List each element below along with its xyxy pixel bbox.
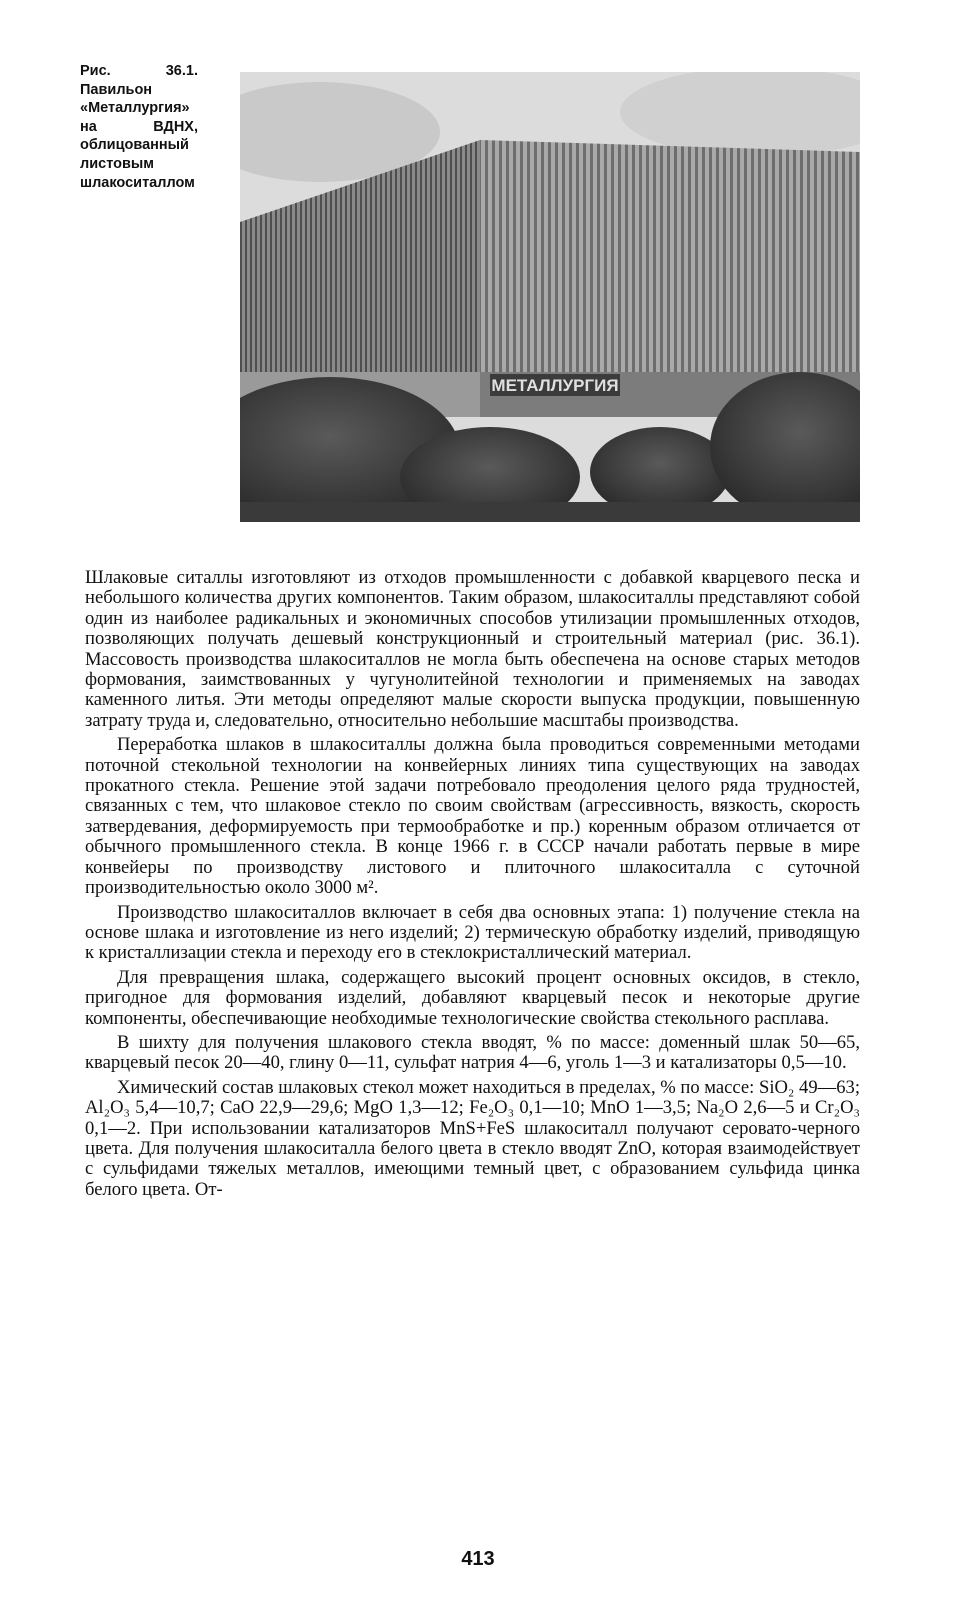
body-text <box>85 568 860 1204</box>
pavilion-illustration <box>240 72 860 522</box>
paragraph: В шихту для получения шлакового стекла вводят, % по массе: доменный шлак 50—65, кварцевый песок 20—40, глину 0—11, сульфат натрия 4—6, уголь 1—3 и катализаторы 0,5—10. <box>85 1031 860 1074</box>
pavilion-sign: МЕТАЛЛУРГИЯ <box>491 376 619 395</box>
pavilion-photo <box>240 72 860 522</box>
paragraph: Шлаковые ситаллы изготовляют из отходов промышленности с добавкой кварцевого песка и небольшого количества других компонентов. Таким образом, шлакоситаллы представляют собой один из наиболее радикальных и экономичных способов утилизации промышленных отходов, позволяющих получать дешевый конструкционный и строительный материал (рис. 36.1). Массовость производства шлакоситаллов не могла быть обеспечена на основе старых методов формования, заимствованных у чугунолитейной технологии и применяемых на заводах каменного литья. Эти методы определяют малые скорости выпуска продукции, повышенную затрату труда и, следовательно, относительно небольшие масштабы производства. <box>85 567 860 731</box>
page-number: 413 <box>461 1548 495 1570</box>
figure-caption: Рис. 36.1. Павильон «Металлургия» на ВДНХ, облицованный листовым шлакоситаллом <box>80 63 198 191</box>
paragraph: Переработка шлаков в шлакоситаллы должна была проводиться современными методами поточной стекольной технологии на конвейерных линиях типа существующих на заводах прокатного стекла. Решение этой задачи потребовало преодоления целого ряда трудностей, связанных с тем, что шлаковое стекло по своим свойствам (агрессивность, вязкость, скорость затвердевания, деформируемость при термообработке и пр.) коренным образом отличается от обычного промышленного стекла. В конце 1966 г. в СССР начали работать первые в мире конвейеры по производству листового и плиточного шлакоситалла с суточной производительностью около 3000 м². <box>85 734 860 899</box>
paragraph: Химический состав шлаковых стекол может находиться в пределах, % по массе: SiO₂ 49—63; Al₂O₃ 5,4—10,7; CaO 22,9—29,6; MgO 1,3—12; Fe₂O₃ 0,1—10; MnO 1—3,5; Na₂O 2,6—5 и Cr₂O₃ 0,1—2. При использовании катализаторов MnS+FeS шлакоситалл получают серовато-черного цвета. Для получения шлакоситалла белого цвета в стекло вводят ZnO, которая взаимодействует с сульфидами тяжелых металлов, имеющими темный цвет, с образованием сульфида цинка белого цвета. От- <box>85 1076 860 1200</box>
paragraph: Для превращения шлака, содержащего высокий процент основных оксидов, в стекло, пригодное для формования изделий, добавляют кварцевый песок и некоторые другие компоненты, обеспечивающие необходимые технологические свойства стекольного расплава. <box>85 966 860 1029</box>
paragraph: Производство шлакоситаллов включает в себя два основных этапа: 1) получение стекла на основе шлака и изготовление из него изделий; 2) термическую обработку изделий, приводящую к кристаллизации стекла и переходу его в стеклокристаллический материал. <box>85 901 860 964</box>
